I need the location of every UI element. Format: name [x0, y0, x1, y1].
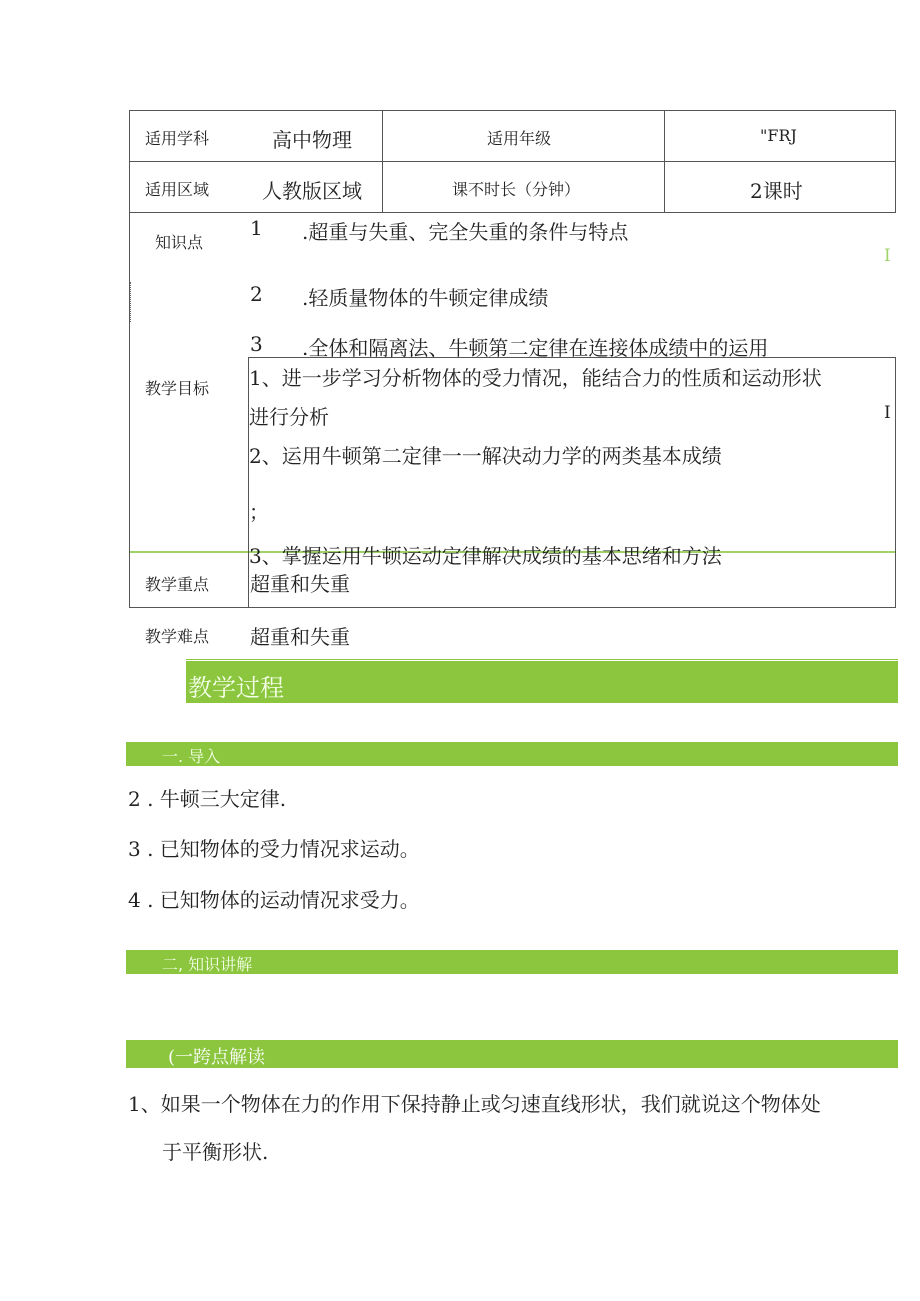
body-line-1: 1、如果一个物体在力的作用下保持静止或匀速直线形状，我们就说这个物体处 — [128, 1092, 821, 1116]
side-mark: I — [884, 246, 891, 266]
process-header — [186, 661, 898, 703]
dotted-margin-mark — [130, 282, 133, 322]
goal-line-3: 2、运用牛顿第二定律一一解决动力学的两类基本成绩 — [249, 444, 722, 468]
table-divider-v — [382, 110, 383, 212]
key-value: 超重和失重 — [250, 572, 350, 596]
knowledge-item-1: .超重与失重、完全失重的条件与特点 — [302, 220, 629, 244]
duration-value: 2课时 — [750, 179, 803, 203]
subsection-header — [126, 1040, 898, 1068]
section-knowledge-header — [126, 950, 898, 974]
table-border-left — [129, 110, 130, 608]
subject-label: 适用学科 — [145, 129, 210, 148]
intro-item-2: 3 . 已知物体的受力情况求运动。 — [128, 837, 420, 861]
difficulty-value: 超重和失重 — [250, 625, 350, 649]
intro-item-1: 2 . 牛顿三大定律. — [128, 787, 287, 811]
table-border-top — [129, 110, 896, 111]
table-divider — [129, 161, 896, 162]
region-value: 人教版区域 — [262, 179, 362, 203]
goal-line-4: ； — [249, 500, 269, 524]
key-label: 教学重点 — [145, 575, 210, 594]
process-title: 教学过程 — [188, 674, 284, 702]
knowledge-num-1: 1 — [250, 216, 263, 240]
table-border-right — [895, 357, 896, 608]
duration-label: 课不时长（分钟） — [452, 180, 581, 199]
region-label: 适用区域 — [145, 180, 210, 199]
knowledge-num-3: 3 — [250, 332, 263, 356]
goal-line-5: 3、掌握运用牛顿运动定律解决成绩的基本思绪和方法 — [249, 544, 722, 568]
table-divider — [129, 212, 896, 213]
table-divider-v — [664, 110, 665, 212]
table-border-bottom — [129, 607, 896, 608]
knowledge-item-2: .轻质量物体的牛顿定律成绩 — [302, 286, 549, 310]
section-knowledge-title: 二, 知识讲解 — [162, 955, 253, 974]
knowledge-label: 知识点 — [155, 233, 204, 252]
process-header-rule — [186, 659, 898, 660]
goals-label: 教学目标 — [145, 379, 210, 398]
section-intro-title: 一. 导入 — [162, 747, 221, 766]
body-line-2: 于平衡形状. — [162, 1140, 269, 1164]
goal-line-1: 1、进一步学习分析物体的受力情况，能结合力的性质和运动形状 — [249, 366, 822, 390]
grade-label: 适用年级 — [487, 129, 552, 148]
difficulty-label: 教学难点 — [145, 627, 210, 646]
knowledge-item-3: .全体和隔离法、牛顿第二定律在连接体成绩中的运用 — [302, 336, 769, 360]
goal-line-2: 进行分析 — [249, 405, 329, 429]
grade-value: "FRJ — [760, 126, 797, 145]
table-border-right — [895, 110, 896, 212]
goals-cell — [249, 358, 889, 568]
subsection-title: (一跨点解读 — [168, 1047, 266, 1068]
intro-item-3: 4 . 已知物体的运动情况求受力。 — [128, 888, 420, 912]
knowledge-num-2: 2 — [250, 282, 263, 306]
section-intro-header — [126, 742, 898, 766]
subject-value: 高中物理 — [272, 128, 352, 152]
side-mark: I — [884, 403, 891, 423]
